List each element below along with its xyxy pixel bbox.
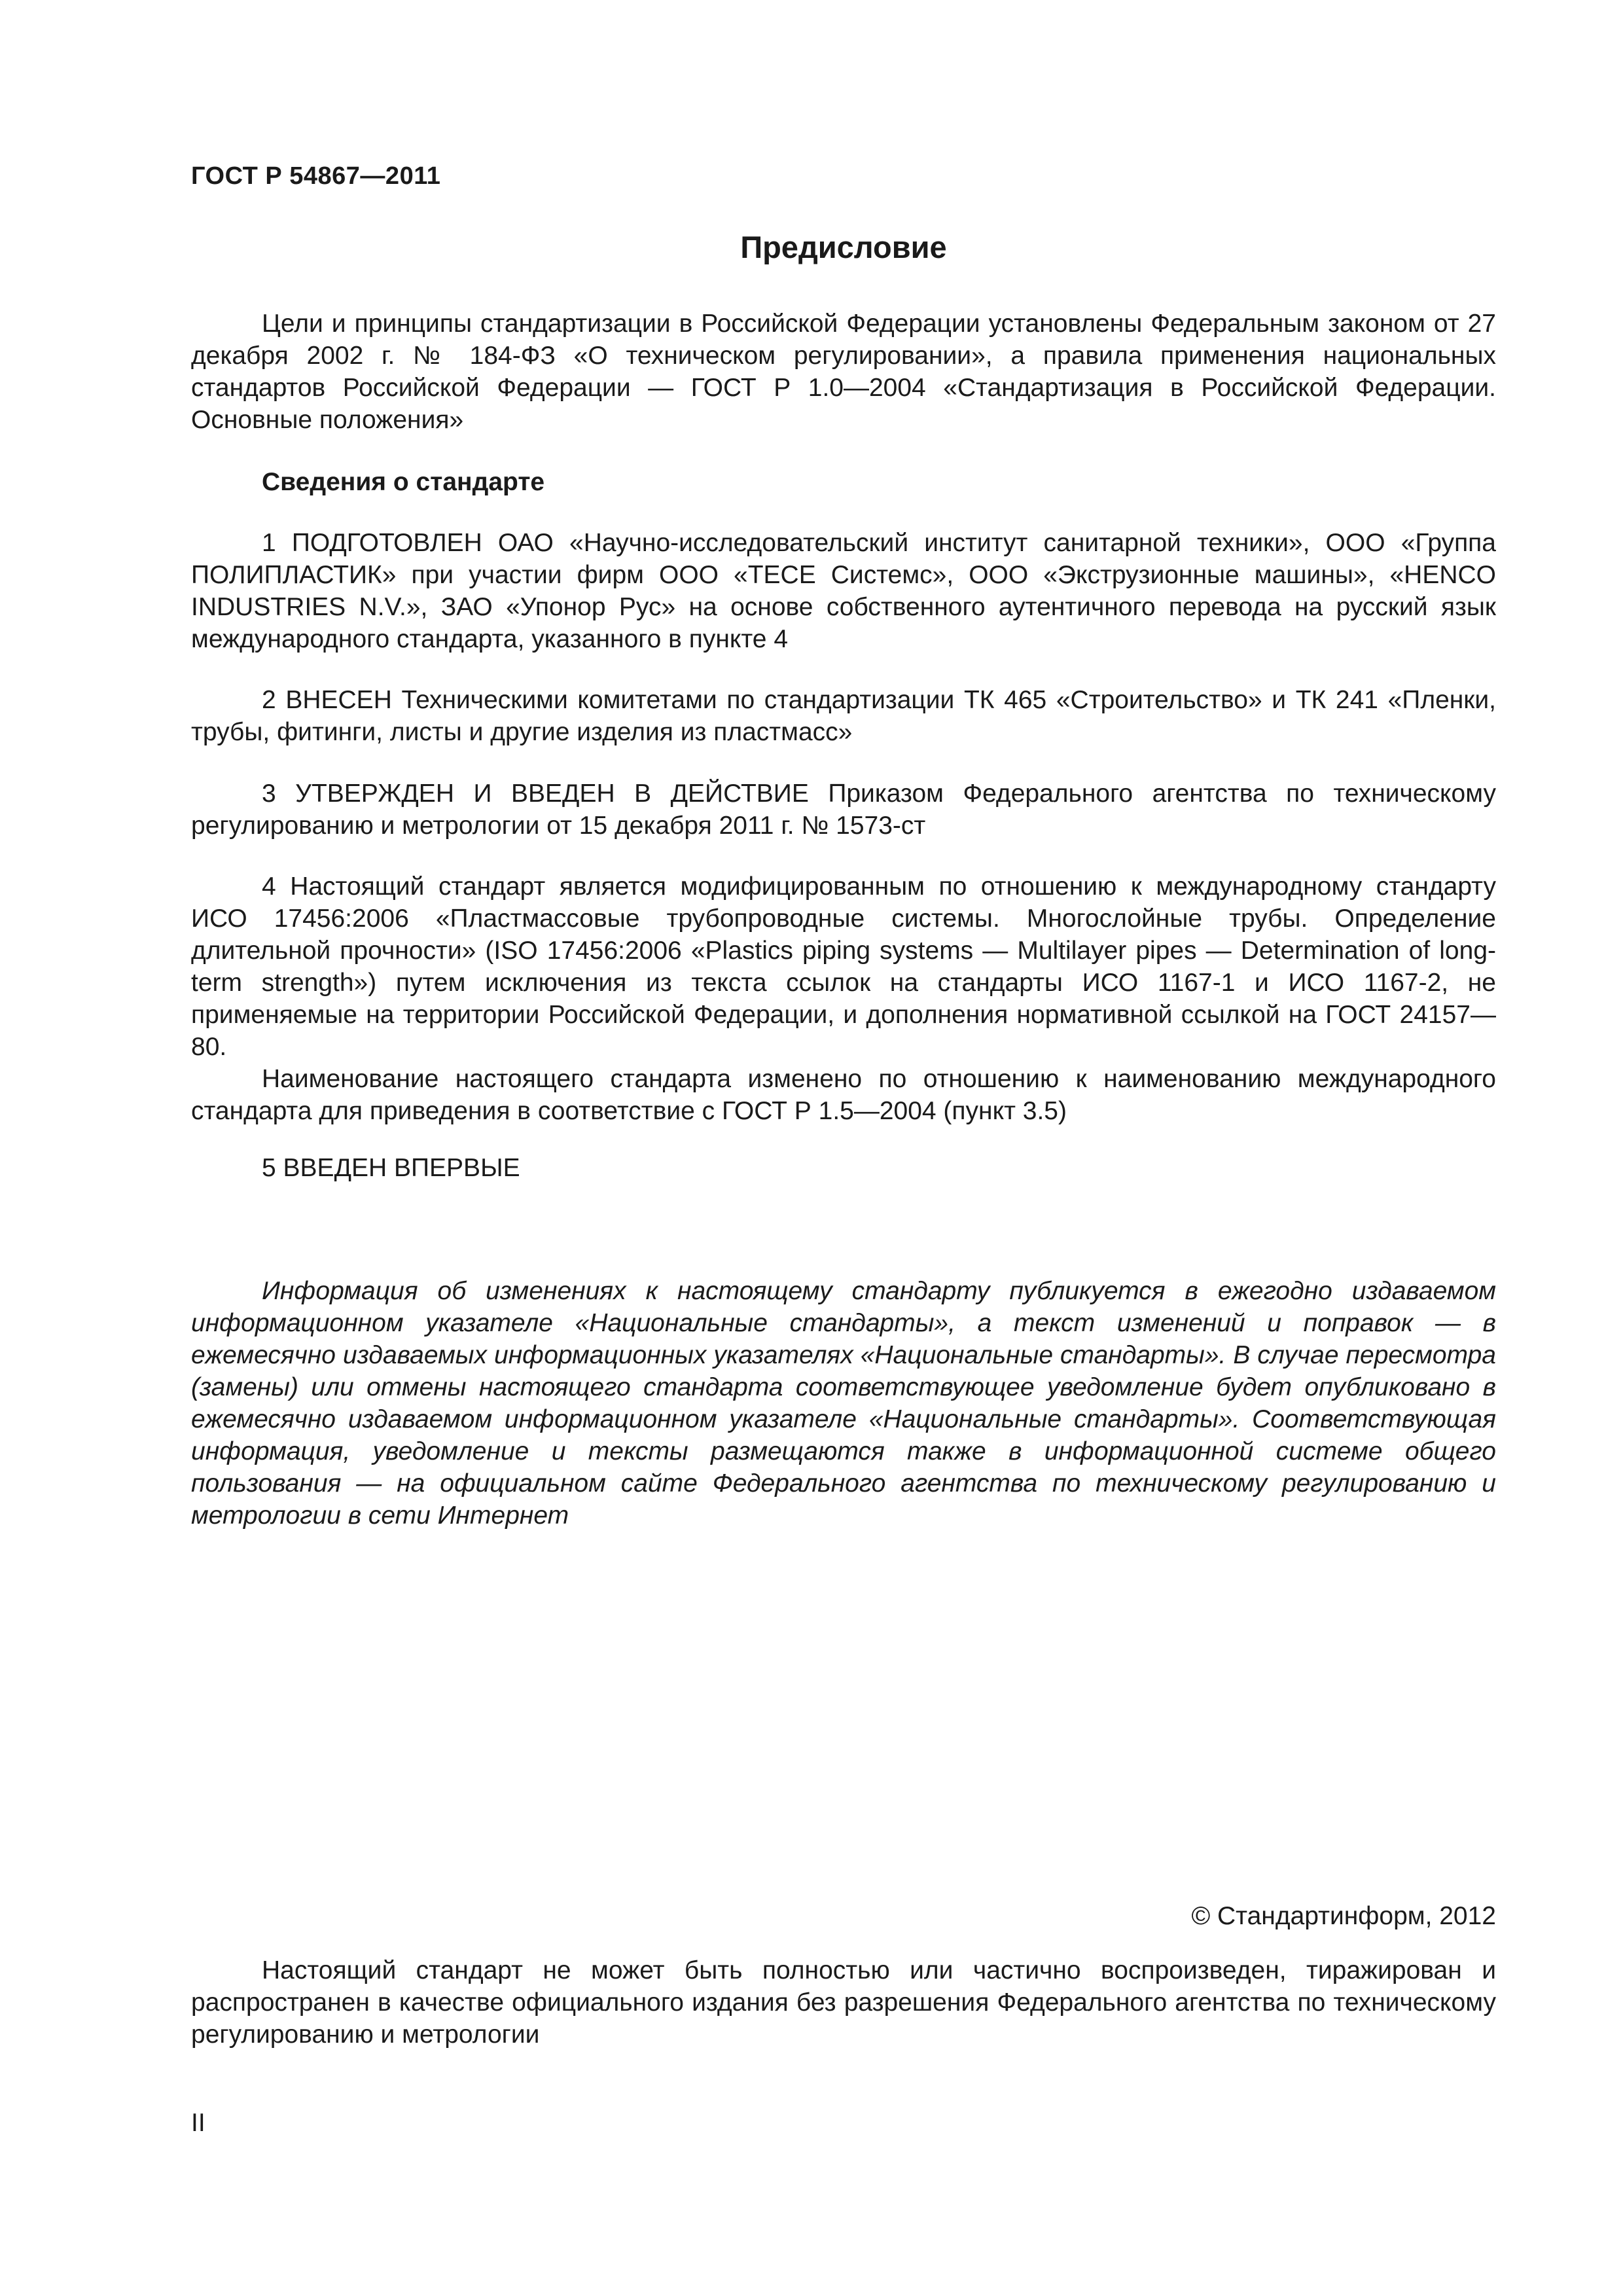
reproduction-notice-block (191, 1954, 1496, 2051)
item-3-block (191, 778, 1496, 842)
item-2-paragraph: 2 ВНЕСЕН Техническими комитетами по стандартизации ТК 465 «Строительство» и ТК 241 «Пленки, трубы, фитинги, листы и другие изделия из пластмасс» (191, 686, 1496, 746)
intro-paragraph: Цели и принципы стандартизации в Российской Федерации установлены Федеральным законом от 27 декабря 2002 г. № 184-ФЗ «О техническом регулировании», а правила применения национальных стандартов Российской Федерации — ГОСТ Р 1.0—2004 «Стандартизация в Российской Федерации. Основные положения» (191, 310, 1496, 434)
intro-paragraph-block (191, 308, 1496, 436)
item-4-note-paragraph: Наименование настоящего стандарта изменено по отношению к наименованию международного стандарта для приведения в соответствие с ГОСТ Р 1.5—2004 (пункт 3.5) (191, 1065, 1496, 1125)
document-code: ГОСТ Р 54867—2011 (191, 162, 441, 190)
item-5-paragraph: 5 ВВЕДЕН ВПЕРВЫЕ (262, 1154, 520, 1182)
item-3-paragraph: 3 УТВЕРЖДЕН И ВВЕДЕН В ДЕЙСТВИЕ Приказом Федерального агентства по техническому регулированию и метрологии от 15 декабря 2011 г. № 1573-ст (191, 780, 1496, 840)
notice-paragraph: Информация об изменениях к настоящему стандарту публикуется в ежегодно издаваемом информационном указателе «Национальные стандарты», а текст изменений и поправок — в ежемесячно издаваемых информационных указателях «Национальные стандарты». В случае пересмотра (замены) или отмены настоящего стандарта соответствующее уведомление будет опубликовано в ежемесячно издаваемом информационном указателе «Национальные стандарты». Соответствующая информация, уведомление и тексты размещаются также в информационной системе общего пользования — на официальном сайте Федерального агентства по техническому регулированию и метрологии в сети Интернет (191, 1277, 1496, 1530)
notice-block (191, 1275, 1496, 1532)
item-2-block (191, 684, 1496, 748)
item-5-block (191, 1152, 1496, 1184)
section-heading: Сведения о стандарте (262, 468, 545, 496)
reproduction-notice-paragraph: Настоящий стандарт не может быть полностью или частично воспроизведен, тиражирован и распространен в качестве официального издания без разрешения Федерального агентства по техническому регулированию и метрологии (191, 1956, 1496, 2049)
copyright-line: © Стандартинформ, 2012 (1191, 1902, 1496, 1930)
item-1-block (191, 527, 1496, 655)
page-title: Предисловие (740, 230, 947, 264)
page-number: II (191, 2109, 205, 2137)
item-4-block (191, 870, 1496, 1127)
item-4-paragraph: 4 Настоящий стандарт является модифицированным по отношению к международному стандарту ИСО 17456:2006 «Пластмассовые трубопроводные системы. Многослойные трубы. Определение длительной прочности» (ISO 17456:2006 «Plastics piping systems — Multilayer pipes — Determination of long-term strength») путем исключения из текста ссылок на стандарты ИСО 1167-1 и ИСО 1167-2, не применяемые на территории Российской Федерации, и дополнения нормативной ссылкой на ГОСТ 24157—80. (191, 872, 1496, 1061)
item-1-paragraph: 1 ПОДГОТОВЛЕН ОАО «Научно-исследовательский институт санитарной техники», ООО «Группа ПОЛИПЛАСТИК» при участии фирм ООО «ТЕСЕ Системс», ООО «Экструзионные машины», «HENCO INDUSTRIES N.V.», ЗАО «Упонор Рус» на основе собственного аутентичного перевода на русский язык международного стандарта, указанного в пункте 4 (191, 529, 1496, 653)
